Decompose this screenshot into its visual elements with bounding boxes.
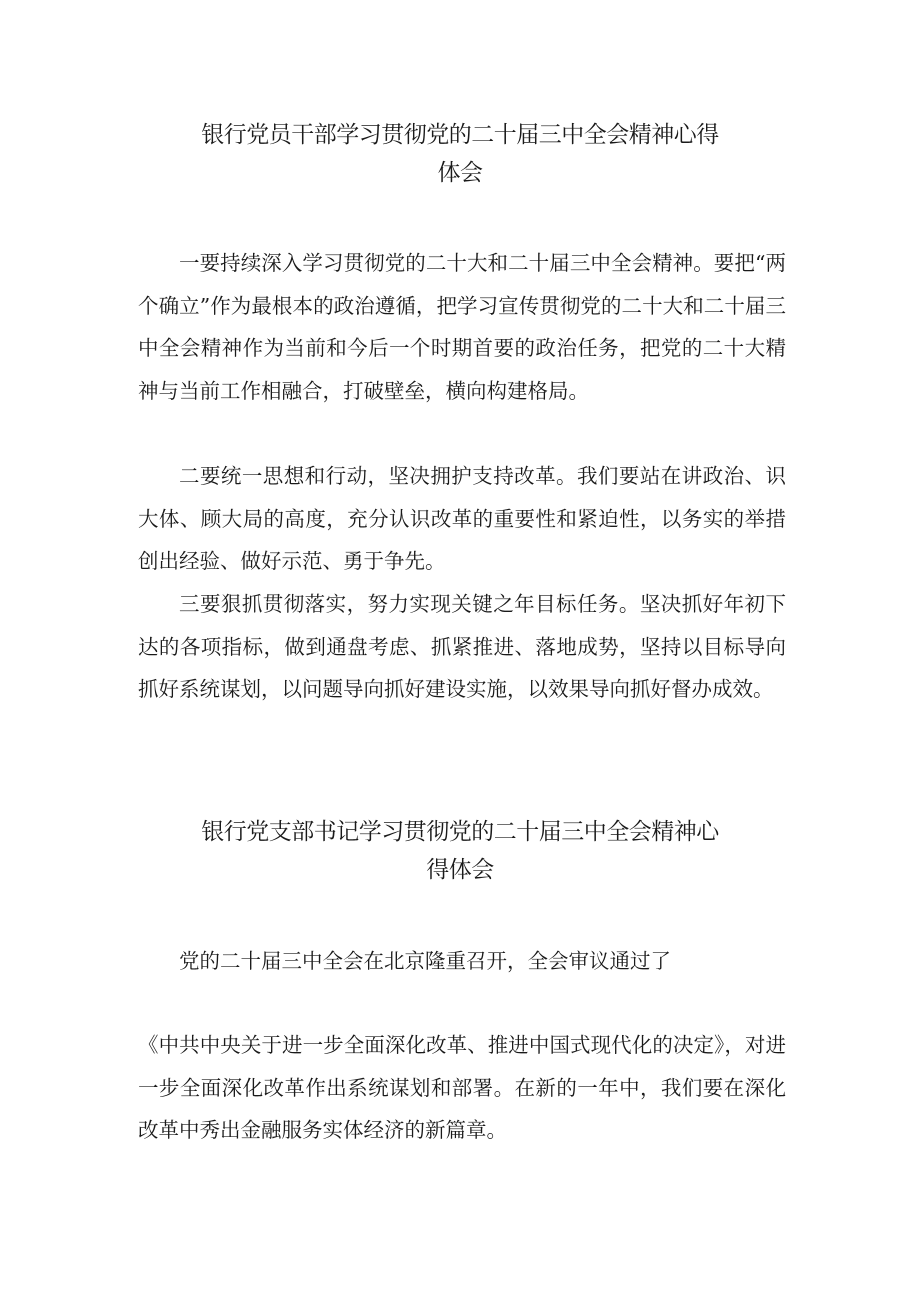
article1-title-line2: 体会 bbox=[437, 160, 483, 186]
article1-title bbox=[130, 116, 790, 192]
article2-paragraph-1: 党的二十届三中全会在北京隆重召开，全会审议通过了 bbox=[179, 949, 671, 973]
article1-paragraph-3: 三要狠抓贯彻落实，努力实现关键之年目标任务。坚决抓好年初下达的各项指标，做到通盘考虑、抓紧推进、落地成势，坚持以目标导向抓好系统谋划，以问题导向抓好建设实施，以效果导向抓好督办成效。 bbox=[138, 592, 786, 701]
article2-title-line1: 银行党支部书记学习贯彻党的二十届三中全会精神心 bbox=[201, 819, 719, 845]
article2-title-line2: 得体会 bbox=[426, 857, 494, 883]
article1-paragraph-1: 一要持续深入学习贯彻党的二十大和二十届三中全会精神。要把“两个确立”作为最根本的政治遵循，把学习宣传贯彻党的二十大和二十届三中全会精神作为当前和今后一个时期首要的政治任务，把党的二十大精神与当前工作相融合，打破壁垒，横向构建格局。 bbox=[138, 251, 786, 403]
article1-title-line1: 银行党员干部学习贯彻党的二十届三中全会精神心得 bbox=[201, 122, 719, 148]
article2-paragraph-2: 《中共中央关于进一步全面深化改革、推进中国式现代化的决定》，对进一步全面深化改革作出系统谋划和部署。在新的一年中，我们要在深化改革中秀出金融服务实体经济的新篇章。 bbox=[138, 1033, 786, 1142]
article1-paragraph-2: 二要统一思想和行动，坚决拥护支持改革。我们要站在讲政治、识大体、顾大局的高度，充分认识改革的重要性和紧迫性，以务实的举措创出经验、做好示范、勇于争先。 bbox=[138, 464, 786, 573]
article2-title bbox=[130, 813, 790, 889]
